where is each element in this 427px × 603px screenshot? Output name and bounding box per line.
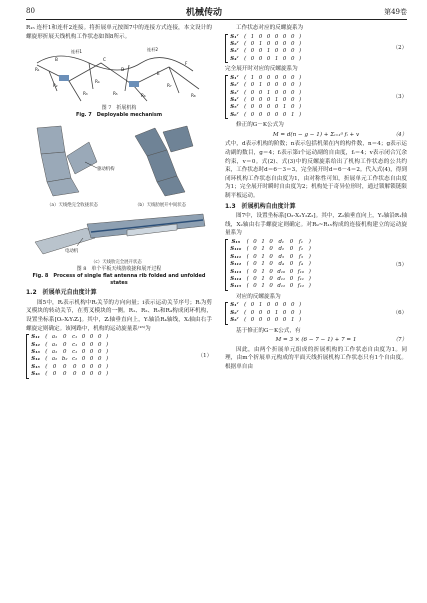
- fig7-label: E: [157, 71, 160, 77]
- matrix-row: S₁₁₃ ( 0 1 0 d₁₀ 0 f₁₀ ): [230, 268, 311, 275]
- equation-4-number: （4）: [392, 131, 407, 138]
- equation-6-number: （6）: [392, 310, 407, 317]
- matrix-row: S₆ʳ ( 0 0 0 0 0 1 ): [230, 111, 302, 118]
- equation-2: [225, 34, 407, 64]
- figure-7-caption-en: Fig. 7 Deployable mechanism: [75, 112, 163, 119]
- matrix-row: S₁ʳ ( 1 0 0 0 0 0 ): [230, 33, 302, 40]
- fig7-label: R₈: [191, 93, 196, 99]
- matrix-row: S₅ʳ ( 0 0 0 0 1 0 ): [230, 104, 302, 111]
- matrix-row: S₁₁₂ ( 0 1 0 d₄ 0 f₄ ): [230, 261, 311, 268]
- deployable-mechanism-diagram: [29, 41, 209, 105]
- volume-label: 第49卷: [384, 8, 407, 16]
- equation-5-number: （5）: [392, 261, 407, 268]
- equation-3-number: （3）: [392, 93, 407, 100]
- matrix-row: S₁₉ ( 0 1 0 d₁ 0 f₁ ): [231, 238, 311, 245]
- matrix-row: S₁₃ ( a₁ 0 c₁ 0 0 0 ): [31, 348, 109, 355]
- matrix-row: S₁₂ ( a₁ 0 c₁ 0 0 0 ): [31, 341, 109, 348]
- equation-6: [225, 302, 407, 324]
- equation-5-matrix: [228, 239, 313, 291]
- fig7-label: F: [185, 61, 188, 67]
- equation-5: [225, 239, 407, 291]
- figure-8-caption-en: Fig. 8 Process of single flat antenna rib folded and unfolded states: [32, 273, 206, 287]
- page-header: [0, 0, 427, 22]
- motor-label: 电动机: [65, 249, 79, 255]
- matrix-row: S₁₁₅ ( 0 1 0 d₁₂ 0 f₁₂ ): [230, 283, 311, 290]
- page-number: 80: [26, 7, 35, 15]
- equation-3-matrix: [228, 75, 303, 119]
- matrix-row: S₂ʳ ( 0 1 0 0 0 0 ): [230, 41, 302, 47]
- antenna-rib-folded-images: [27, 122, 211, 208]
- equation-1-matrix: [29, 334, 110, 378]
- fig7-label: R₃: [83, 91, 88, 97]
- fig7-label: R₄: [95, 79, 100, 85]
- left-column: [26, 24, 212, 381]
- equation-1-number: （1）: [197, 353, 212, 360]
- fig7-label: B: [55, 57, 58, 63]
- matrix-row: S₁₁₁ ( 0 1 0 d₃ 0 f₃ ): [230, 253, 311, 260]
- matrix-row: S₃ʳ ( 0 0 1 0 0 0 ): [230, 48, 302, 55]
- matrix-row: S₃ʳ ( 0 0 0 0 0 1 ): [230, 317, 302, 324]
- fig7-label: R₂: [53, 83, 58, 89]
- equation-7: [225, 336, 407, 345]
- equation-2-matrix: [228, 34, 303, 64]
- fig7-label: R₅: [113, 91, 118, 97]
- figure-8c-subcaption: （c）天线肋完全展开状态: [91, 260, 142, 266]
- section-1-2-title: 1.2 折展单元自由度计算: [26, 289, 97, 297]
- fig7-label: C: [103, 57, 106, 63]
- equation-6-matrix: [228, 302, 303, 324]
- figure-7-caption-cn: 图 7 折展机构: [101, 105, 137, 112]
- section-1-3-body: 图7中，设置坐标系[O₂-X₂Y₂Z₂]。其中，Z₂轴垂直向上，Y₂轴沿R₁轴线，X₂轴由右手螺旋定则确定。对R₉~R₁₅构成的连接机构建立的运动旋量系为: [225, 213, 407, 237]
- matrix-row: S₂ʳ ( 0 1 0 0 0 0 ): [230, 82, 302, 89]
- antenna-rib-unfolded-image: [27, 208, 211, 266]
- fig7-label: D: [121, 67, 125, 73]
- fig7-label: 连杆2: [147, 47, 159, 53]
- matrix-row: S₂ʳ ( 0 0 0 1 0 0 ): [230, 309, 302, 316]
- matrix-row: S₁₅ ( 0 0 0 0 0 0 ): [31, 363, 109, 370]
- equation-7-number: （7）: [392, 337, 407, 344]
- matrix-row: S₃ʳ ( 0 0 1 0 0 0 ): [230, 89, 302, 96]
- based-on-gk-intro: 基于修正的G－K公式，有: [236, 327, 301, 334]
- matrix-row: S₁₁ ( a₁ 0 c₁ 0 0 0 ): [31, 334, 109, 341]
- equation-2-number: （2）: [392, 45, 407, 52]
- matrix-row: S₁₄ ( a₂ b₂ c₂ 0 0 0 ): [31, 356, 109, 363]
- fig7-label: R₆: [141, 93, 146, 99]
- journal-title: 机械传动: [186, 8, 223, 18]
- variables-paragraph: 式中，d表示机构的阶数；n表示包括机架在内的构件数，n＝4；g表示运动副的数目，g＝4；fᵢ表示第i个运动副的自由度，fᵢ＝4；v表示闭合冗余约束，v＝0。式(2)、式(3)中的反螺旋系给出了机构工作状态的公共约束，工作状态时d＝6－3＝3，完全展开时d＝6－4＝2。代入式(4)，得到闭环机构工作状态自由度为1，由对称性可知，折展单元工作状态自由度为1；完全展开时瞬时自由度为2；机构处于奇异位形时，通过锁解锁链限制平板运动。: [225, 141, 407, 199]
- section-1-3-title: 1.3 折展机构自由度计算: [225, 202, 296, 210]
- figure-8b-subcaption: （b）天线肋展开中间状态: [135, 203, 187, 209]
- matrix-row: S₁₁₄ ( 0 1 0 d₁₁ 0 f₁₁ ): [230, 276, 311, 282]
- equation-3: [225, 75, 407, 119]
- figure-8-caption-cn: 图 8 单个平板天线肋收拢和展开过程: [76, 266, 162, 273]
- matrix-row: S₁ʳ ( 0 1 0 0 0 0 ): [230, 302, 302, 309]
- figure-8a-subcaption: （a）天线绝完全收拢状态: [47, 203, 98, 209]
- matrix-row: S₄ʳ ( 0 0 0 1 0 0 ): [230, 55, 302, 62]
- equation-1: [26, 334, 212, 378]
- working-reciprocal-intro: 工作状态对应的反螺旋系为: [236, 25, 304, 31]
- equation-7-body: M = 3 × (6 − 7 − 1) + 7 = 1: [275, 337, 357, 344]
- equation-4-body: M = d(n − g − 1) + Σᵢ₌₁ᵍ fᵢ + v: [272, 131, 360, 138]
- conclusion-paragraph: 因此，由两个折展单元组成的折展机构的工作状态自由度为1。同理，由m个折展单元构成的平面天线折展机构工作状态只有1个自由度。根据单自由: [225, 346, 407, 370]
- header-rule: [26, 19, 407, 20]
- deployed-reciprocal-intro: 完全展开时对应的反螺旋系为: [225, 66, 298, 73]
- matrix-row: S₁₆ ( 0 0 0 0 0 0 ): [31, 371, 109, 378]
- right-column: [225, 24, 407, 372]
- fig7-label: R₁: [35, 67, 40, 73]
- equation-4: [225, 131, 407, 140]
- matrix-row: S₁₁₀ ( 0 1 0 d₂ 0 f₂ ): [230, 246, 311, 253]
- matrix-row: S₁ʳ ( 1 0 0 0 0 0 ): [230, 74, 302, 81]
- figure-8-bottom: [27, 208, 211, 266]
- reciprocal-intro: 对应的反螺旋系为: [236, 293, 281, 300]
- figure-8-top: [27, 122, 211, 208]
- gk-formula-intro: 修正的G－K公式为: [236, 122, 284, 129]
- matrix-row: S₄ʳ ( 0 0 0 1 0 0 ): [230, 97, 302, 104]
- fig7-label: R₇: [167, 83, 172, 89]
- intro-paragraph: R₁₅ 连杆1和连杆2连接。将折展单元按图7中的连接方式连接，本文设计的螺旋形折展天线机构工作状态如图8所示。: [26, 25, 212, 40]
- section-1-2-body: 图5中，Rᵢ表示机构中Rᵢ关节的方向向量；i表示运动关节序号；Rᵢ为剪叉模块的转动关节，在剪叉模块的一侧。R₁、R₂、R₃和R₄构成闭环机构，设置坐标系[Oᵢ-XᵢYᵢZᵢ]。其中，Zᵢ轴垂直向上，Yᵢ轴沿R₄轴线，Xᵢ轴由右手螺旋定则确定。该网路中，机构的运动旋量系⁽¹⁶⁾为: [26, 299, 212, 332]
- drive-mechanism-label: 驱动机构: [97, 167, 115, 173]
- fig7-label: 连杆1: [71, 49, 83, 55]
- figure-7: [29, 41, 209, 105]
